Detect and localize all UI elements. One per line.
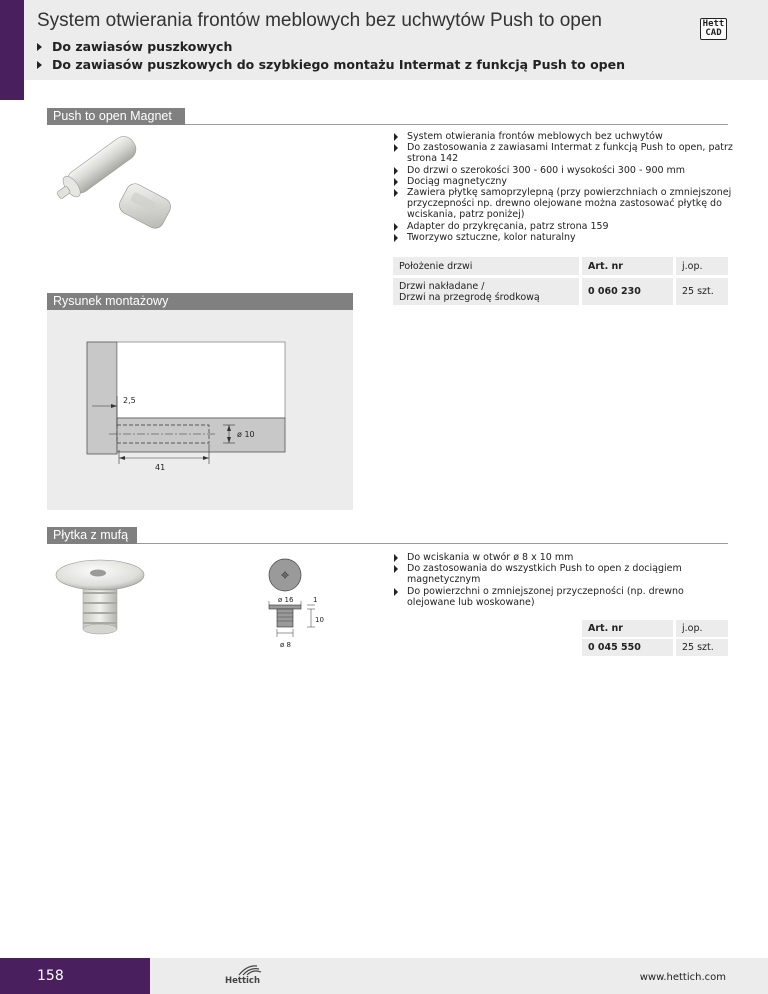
page-title: System otwierania frontów meblowych bez uchwytów Push to open bbox=[37, 10, 602, 31]
hettcad-badge[interactable]: Hett CAD bbox=[700, 18, 727, 40]
category-link-1[interactable]: Do zawiasów puszkowych bbox=[37, 38, 625, 56]
list-item: Zawiera płytkę samoprzylepną (przy powierzchniach o zmniejszonej przyczepności np. drewno olejowane można zastosować płytkę do wciskania, patrz poniżej) bbox=[394, 187, 734, 221]
plate-technical-drawing bbox=[255, 553, 345, 653]
list-item: Do wciskania w otwór ø 8 x 10 mm bbox=[394, 552, 734, 563]
list-item: Dociąg magnetyczny bbox=[394, 176, 734, 187]
list-item: Do zastosowania z zawiasami Intermat z funkcją Push to open, patrz strona 142 bbox=[394, 142, 734, 164]
push-to-open-magnet-image bbox=[45, 128, 180, 233]
bullet-arrow-icon bbox=[394, 178, 398, 186]
table-cell-art: 0 060 230 bbox=[582, 278, 673, 305]
bullet-arrow-icon bbox=[394, 565, 398, 573]
list-item: Do zastosowania do wszystkich Push to open z dociągiem magnetycznym bbox=[394, 563, 734, 585]
bullet-arrow-icon bbox=[394, 189, 398, 197]
magnet-feature-list bbox=[394, 131, 734, 243]
list-item: Do powierzchni o zmniejszonej przyczepności (np. drewno olejowane lub woskowane) bbox=[394, 586, 734, 608]
assembly-drawing bbox=[47, 310, 353, 510]
bullet-arrow-icon bbox=[394, 167, 398, 175]
list-item: Do drzwi o szerokości 300 - 600 i wysokości 300 - 900 mm bbox=[394, 165, 734, 176]
section-rule bbox=[137, 543, 728, 544]
bullet-arrow-icon bbox=[37, 61, 42, 69]
section-header-drawing: Rysunek montażowy bbox=[47, 293, 353, 310]
section-header-plate: Płytka z mufą bbox=[47, 527, 137, 544]
table-header-unit: j.op. bbox=[676, 257, 728, 275]
header-accent-bar bbox=[0, 0, 24, 100]
page-number: 158 bbox=[37, 968, 64, 984]
category-links bbox=[37, 38, 625, 74]
dim-depth-label: 41 bbox=[155, 463, 166, 472]
table-header-position: Położenie drzwi bbox=[393, 257, 579, 275]
dim-offset-label: 2,5 bbox=[123, 396, 136, 405]
dim-d8-label: ø 8 bbox=[280, 641, 291, 649]
table-header-art: Art. nr bbox=[582, 620, 673, 637]
bullet-arrow-icon bbox=[37, 43, 42, 51]
dim-1-label: 1 bbox=[313, 596, 318, 604]
plate-feature-list bbox=[394, 552, 734, 608]
dim-10-label: 10 bbox=[315, 616, 324, 624]
list-item: Adapter do przykręcania, patrz strona 159 bbox=[394, 221, 734, 232]
table-header-unit: j.op. bbox=[676, 620, 728, 637]
bullet-arrow-icon bbox=[394, 133, 398, 141]
plate-with-sleeve-image bbox=[48, 553, 158, 648]
bullet-arrow-icon bbox=[394, 588, 398, 596]
assembly-drawing-panel bbox=[47, 310, 353, 510]
section-header-magnet: Push to open Magnet bbox=[47, 108, 185, 125]
category-link-2[interactable]: Do zawiasów puszkowych do szybkiego montażu Intermat z funkcją Push to open bbox=[37, 56, 625, 74]
hettich-logo-icon bbox=[235, 963, 279, 977]
dim-diameter-label: ø 10 bbox=[237, 430, 255, 439]
dim-d16-label: ø 16 bbox=[278, 596, 294, 604]
bullet-arrow-icon bbox=[394, 554, 398, 562]
bullet-arrow-icon bbox=[394, 223, 398, 231]
table-header-art: Art. nr bbox=[582, 257, 673, 275]
list-item: System otwierania frontów meblowych bez uchwytów bbox=[394, 131, 734, 142]
table-cell-art: 0 045 550 bbox=[582, 639, 673, 656]
bullet-arrow-icon bbox=[394, 234, 398, 242]
website-link[interactable]: www.hettich.com bbox=[639, 972, 726, 983]
list-item: Tworzywo sztuczne, kolor naturalny bbox=[394, 232, 734, 243]
footer-accent-bar bbox=[0, 958, 150, 994]
table-cell-unit: 25 szt. bbox=[676, 639, 728, 656]
section-rule bbox=[185, 124, 728, 125]
table-cell-unit: 25 szt. bbox=[676, 278, 728, 305]
hettich-logo[interactable]: Hettich bbox=[225, 963, 269, 989]
bullet-arrow-icon bbox=[394, 144, 398, 152]
table-cell-position: Drzwi nakładane / Drzwi na przegrodę środkową bbox=[393, 278, 579, 305]
